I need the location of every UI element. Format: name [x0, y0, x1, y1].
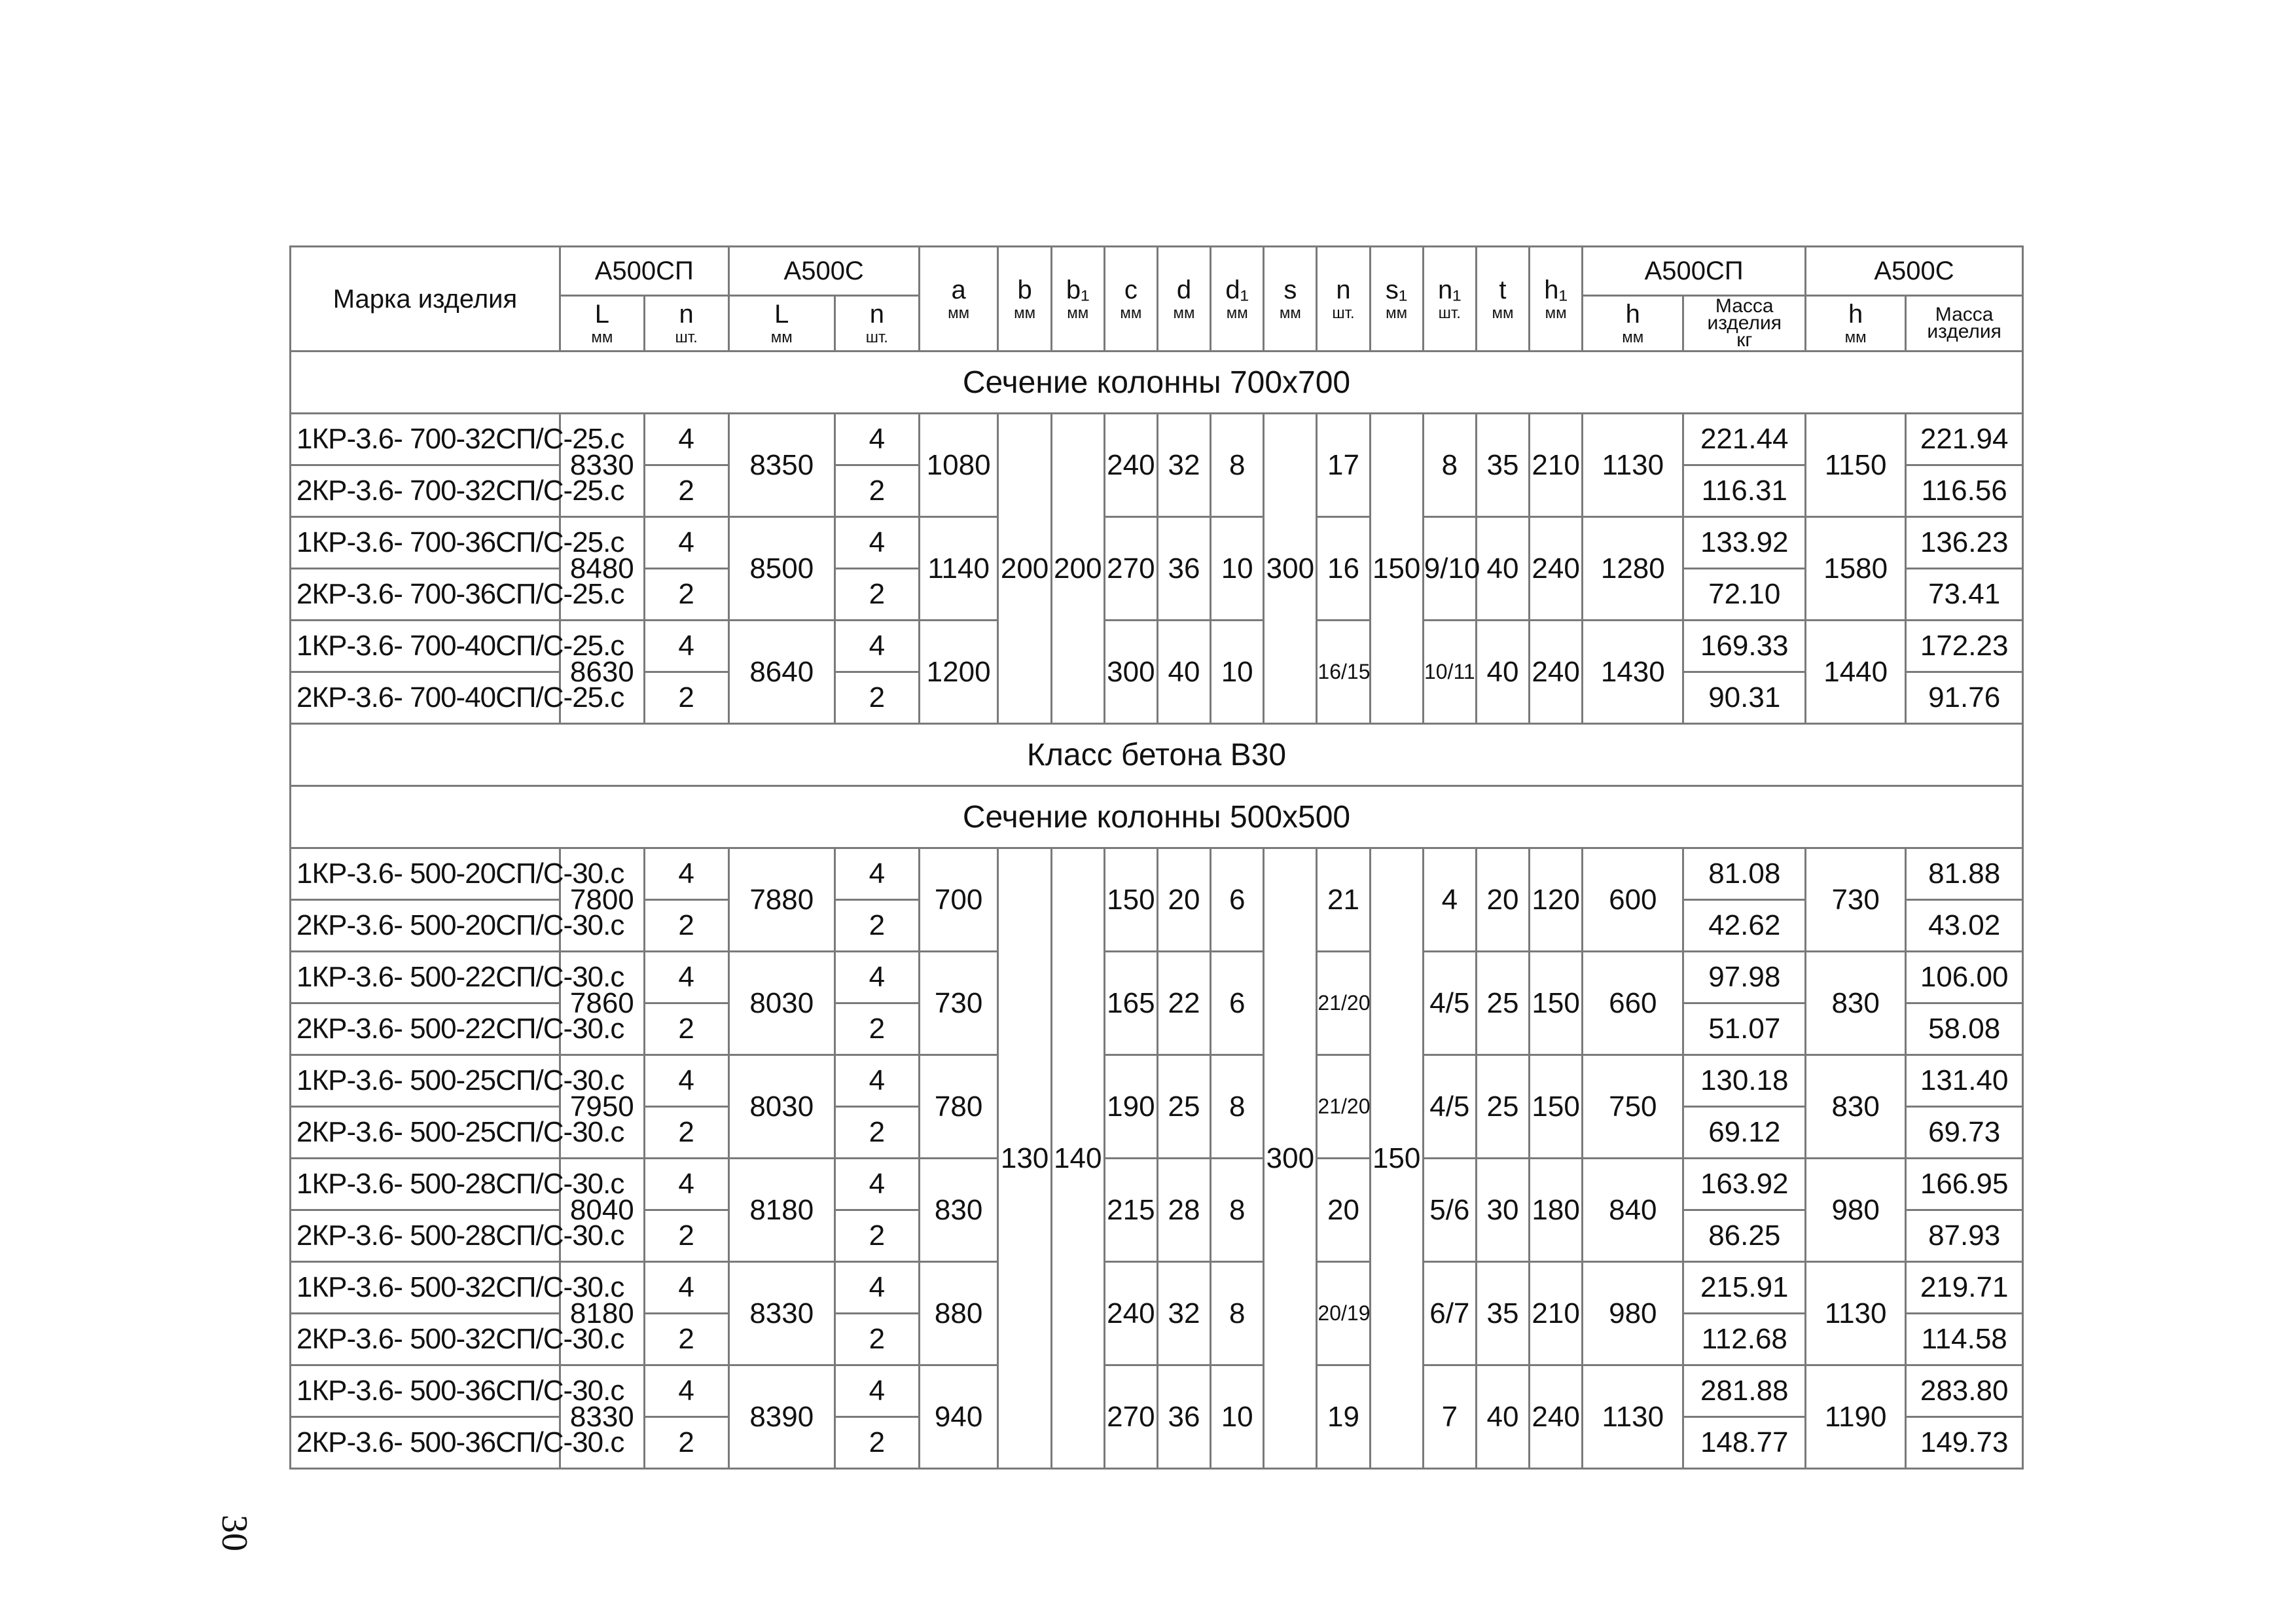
c-cell: 270 [1104, 517, 1157, 621]
n-sp-cell: 4 [644, 952, 728, 1003]
n-s-cell: 4 [834, 621, 919, 672]
b1-cell: 140 [1051, 848, 1104, 1469]
header-b: b мм [998, 247, 1051, 352]
mass-sp-cell: 112.68 [1683, 1314, 1806, 1365]
d1-cell: 6 [1211, 952, 1264, 1055]
header-d: d мм [1157, 247, 1210, 352]
L-s-cell: 8330 [728, 1262, 834, 1365]
d1-cell: 6 [1211, 848, 1264, 952]
h-sp-cell: 1130 [1583, 414, 1683, 517]
n-s-cell: 4 [834, 414, 919, 465]
h1-cell: 180 [1530, 1159, 1583, 1262]
mass-sp-cell: 221.44 [1683, 414, 1806, 465]
c-cell: 190 [1104, 1055, 1157, 1159]
n-sp-cell: 2 [644, 1417, 728, 1469]
n-s-cell: 2 [834, 569, 919, 621]
mass-s-cell: 91.76 [1906, 672, 2023, 724]
h1-cell: 240 [1530, 1365, 1583, 1469]
header-mark: Марка изделия [291, 247, 560, 352]
h-s-cell: 830 [1806, 1055, 1906, 1159]
section-500-title: Сечение колонны 500х500 [291, 786, 2023, 848]
n1-cell: 7 [1423, 1365, 1476, 1469]
h1-cell: 120 [1530, 848, 1583, 952]
mark-cell: 1КР-3.6- 500-20СП/С-30.с [291, 848, 560, 900]
header-group-a500s: А500С [728, 247, 919, 296]
mark-cell: 2КР-3.6- 700-40СП/С-25.с [291, 672, 560, 724]
n-sp-cell: 2 [644, 465, 728, 517]
d-cell: 40 [1157, 621, 1210, 724]
L-sp-cell: 8330 [560, 414, 644, 517]
mass-sp-cell: 97.98 [1683, 952, 1806, 1003]
header-group-a500sp: А500СП [560, 247, 728, 296]
mass-sp-cell: 281.88 [1683, 1365, 1806, 1417]
L-s-cell: 8030 [728, 1055, 834, 1159]
mark-cell: 2КР-3.6- 700-32СП/С-25.с [291, 465, 560, 517]
header-h-sp: h мм [1583, 296, 1683, 352]
t-cell: 25 [1476, 952, 1529, 1055]
section-500 [291, 786, 2023, 848]
L-s-cell: 8350 [728, 414, 834, 517]
h-s-cell: 830 [1806, 952, 1906, 1055]
h1-cell: 150 [1530, 952, 1583, 1055]
n-cell: 21/20 [1317, 1055, 1370, 1159]
table-row [291, 414, 2023, 465]
s1-cell: 150 [1370, 848, 1423, 1469]
n-sp-cell: 2 [644, 1210, 728, 1262]
n1-cell: 5/6 [1423, 1159, 1476, 1262]
concrete-class-title: Класс бетона В30 [291, 724, 2023, 786]
n-cell: 19 [1317, 1365, 1370, 1469]
h1-cell: 210 [1530, 1262, 1583, 1365]
n-cell: 16 [1317, 517, 1370, 621]
L-s-cell: 8500 [728, 517, 834, 621]
d-cell: 36 [1157, 517, 1210, 621]
n-sp-cell: 4 [644, 517, 728, 569]
h1-cell: 240 [1530, 517, 1583, 621]
header-n1: n₁ шт. [1423, 247, 1476, 352]
mass-sp-cell: 51.07 [1683, 1003, 1806, 1055]
mass-sp-cell: 72.10 [1683, 569, 1806, 621]
c-cell: 215 [1104, 1159, 1157, 1262]
n-sp-cell: 4 [644, 414, 728, 465]
n-s-cell: 4 [834, 952, 919, 1003]
mark-cell: 2КР-3.6- 500-25СП/С-30.с [291, 1107, 560, 1159]
d1-cell: 8 [1211, 414, 1264, 517]
table-row [291, 621, 2023, 672]
n-sp-cell: 4 [644, 1055, 728, 1107]
n-cell: 17 [1317, 414, 1370, 517]
c-cell: 165 [1104, 952, 1157, 1055]
d1-cell: 8 [1211, 1159, 1264, 1262]
b-cell: 130 [998, 848, 1051, 1469]
mass-sp-cell: 163.92 [1683, 1159, 1806, 1210]
mass-sp-cell: 133.92 [1683, 517, 1806, 569]
mass-sp-cell: 169.33 [1683, 621, 1806, 672]
h-s-cell: 1130 [1806, 1262, 1906, 1365]
header-t: t мм [1476, 247, 1529, 352]
a-cell: 880 [919, 1262, 998, 1365]
n-s-cell: 2 [834, 1314, 919, 1365]
h-sp-cell: 980 [1583, 1262, 1683, 1365]
n-cell: 20/19 [1317, 1262, 1370, 1365]
s1-cell: 150 [1370, 414, 1423, 724]
mass-sp-cell: 116.31 [1683, 465, 1806, 517]
a-cell: 1140 [919, 517, 998, 621]
header-mass-sp: Масса изделия кг [1683, 296, 1806, 352]
t-cell: 40 [1476, 1365, 1529, 1469]
d-cell: 20 [1157, 848, 1210, 952]
mark-cell: 1КР-3.6- 500-25СП/С-30.с [291, 1055, 560, 1107]
n1-cell: 4 [1423, 848, 1476, 952]
h-sp-cell: 840 [1583, 1159, 1683, 1262]
n-sp-cell: 2 [644, 900, 728, 952]
a-cell: 1080 [919, 414, 998, 517]
mark-cell: 2КР-3.6- 500-20СП/С-30.с [291, 900, 560, 952]
section-700-title: Сечение колонны 700х700 [291, 352, 2023, 414]
n-cell: 16/15 [1317, 621, 1370, 724]
mass-s-cell: 221.94 [1906, 414, 2023, 465]
n-cell: 21 [1317, 848, 1370, 952]
mass-s-cell: 219.71 [1906, 1262, 2023, 1314]
L-sp-cell: 8180 [560, 1262, 644, 1365]
mark-cell: 2КР-3.6- 500-28СП/С-30.с [291, 1210, 560, 1262]
d-cell: 32 [1157, 1262, 1210, 1365]
n-sp-cell: 4 [644, 1365, 728, 1417]
header-n-sp: n шт. [644, 296, 728, 352]
n1-cell: 10/11 [1423, 621, 1476, 724]
mass-s-cell: 81.88 [1906, 848, 2023, 900]
header-s: s мм [1264, 247, 1317, 352]
section-700 [291, 352, 2023, 414]
concrete-class [291, 724, 2023, 786]
mark-cell: 1КР-3.6- 500-32СП/С-30.с [291, 1262, 560, 1314]
L-sp-cell: 8040 [560, 1159, 644, 1262]
mass-s-cell: 73.41 [1906, 569, 2023, 621]
table-row [291, 1262, 2023, 1314]
c-cell: 150 [1104, 848, 1157, 952]
mark-cell: 2КР-3.6- 500-32СП/С-30.с [291, 1314, 560, 1365]
n-s-cell: 2 [834, 1003, 919, 1055]
d-cell: 25 [1157, 1055, 1210, 1159]
n-sp-cell: 4 [644, 1262, 728, 1314]
n1-cell: 6/7 [1423, 1262, 1476, 1365]
L-s-cell: 8640 [728, 621, 834, 724]
h1-cell: 150 [1530, 1055, 1583, 1159]
L-sp-cell: 7950 [560, 1055, 644, 1159]
L-s-cell: 8180 [728, 1159, 834, 1262]
mass-s-cell: 166.95 [1906, 1159, 2023, 1210]
mark-cell: 1КР-3.6- 500-22СП/С-30.с [291, 952, 560, 1003]
h-sp-cell: 1430 [1583, 621, 1683, 724]
h-s-cell: 1150 [1806, 414, 1906, 517]
c-cell: 270 [1104, 1365, 1157, 1469]
n-s-cell: 2 [834, 900, 919, 952]
s-cell: 300 [1264, 848, 1317, 1469]
n-sp-cell: 4 [644, 848, 728, 900]
mass-s-cell: 106.00 [1906, 952, 2023, 1003]
h-s-cell: 1190 [1806, 1365, 1906, 1469]
n-sp-cell: 4 [644, 621, 728, 672]
d-cell: 36 [1157, 1365, 1210, 1469]
n-s-cell: 4 [834, 1262, 919, 1314]
header-h1: h₁ мм [1530, 247, 1583, 352]
L-sp-cell: 7860 [560, 952, 644, 1055]
L-sp-cell: 8480 [560, 517, 644, 621]
L-sp-cell: 8630 [560, 621, 644, 724]
n-sp-cell: 2 [644, 1003, 728, 1055]
n-s-cell: 4 [834, 517, 919, 569]
t-cell: 35 [1476, 414, 1529, 517]
mass-s-cell: 114.58 [1906, 1314, 2023, 1365]
mass-sp-cell: 42.62 [1683, 900, 1806, 952]
header-L-sp: L мм [560, 296, 644, 352]
n-cell: 20 [1317, 1159, 1370, 1262]
header-L-s: L мм [728, 296, 834, 352]
a-cell: 730 [919, 952, 998, 1055]
page-number: 30 [214, 1515, 255, 1551]
mark-cell: 2КР-3.6- 700-36СП/С-25.с [291, 569, 560, 621]
d-cell: 32 [1157, 414, 1210, 517]
n-sp-cell: 2 [644, 569, 728, 621]
n-sp-cell: 4 [644, 1159, 728, 1210]
header-s1: s₁ мм [1370, 247, 1423, 352]
n-s-cell: 4 [834, 1159, 919, 1210]
mass-s-cell: 136.23 [1906, 517, 2023, 569]
mass-sp-cell: 90.31 [1683, 672, 1806, 724]
mass-s-cell: 131.40 [1906, 1055, 2023, 1107]
L-s-cell: 7880 [728, 848, 834, 952]
t-cell: 30 [1476, 1159, 1529, 1262]
t-cell: 20 [1476, 848, 1529, 952]
n-s-cell: 2 [834, 672, 919, 724]
L-sp-cell: 8330 [560, 1365, 644, 1469]
header-group-a500sp-2: А500СП [1583, 247, 1806, 296]
a-cell: 780 [919, 1055, 998, 1159]
L-s-cell: 8030 [728, 952, 834, 1055]
d1-cell: 10 [1211, 1365, 1264, 1469]
mark-cell: 2КР-3.6- 500-22СП/С-30.с [291, 1003, 560, 1055]
mark-cell: 1КР-3.6- 700-32СП/С-25.с [291, 414, 560, 465]
n1-cell: 4/5 [1423, 952, 1476, 1055]
mass-s-cell: 58.08 [1906, 1003, 2023, 1055]
header-mass-s: Масса изделия [1906, 296, 2023, 352]
mark-cell: 1КР-3.6- 500-36СП/С-30.с [291, 1365, 560, 1417]
n-s-cell: 4 [834, 1365, 919, 1417]
a-cell: 940 [919, 1365, 998, 1469]
n-s-cell: 2 [834, 1417, 919, 1469]
mass-s-cell: 43.02 [1906, 900, 2023, 952]
h-sp-cell: 660 [1583, 952, 1683, 1055]
n-cell: 21/20 [1317, 952, 1370, 1055]
table-row [291, 1055, 2023, 1107]
a-cell: 700 [919, 848, 998, 952]
c-cell: 240 [1104, 1262, 1157, 1365]
mass-sp-cell: 69.12 [1683, 1107, 1806, 1159]
t-cell: 40 [1476, 621, 1529, 724]
header-h-s: h мм [1806, 296, 1906, 352]
n-sp-cell: 2 [644, 1107, 728, 1159]
mark-cell: 1КР-3.6- 700-36СП/С-25.с [291, 517, 560, 569]
n-s-cell: 2 [834, 1107, 919, 1159]
table-row [291, 1159, 2023, 1210]
h-s-cell: 1440 [1806, 621, 1906, 724]
mass-sp-cell: 81.08 [1683, 848, 1806, 900]
n1-cell: 8 [1423, 414, 1476, 517]
h-s-cell: 1580 [1806, 517, 1906, 621]
table-row [291, 952, 2023, 1003]
header-d1: d₁ мм [1211, 247, 1264, 352]
h-sp-cell: 750 [1583, 1055, 1683, 1159]
mass-s-cell: 116.56 [1906, 465, 2023, 517]
t-cell: 25 [1476, 1055, 1529, 1159]
header-b1: b₁ мм [1051, 247, 1104, 352]
header-group-a500s-2: А500С [1806, 247, 2023, 296]
d1-cell: 10 [1211, 621, 1264, 724]
b-cell: 200 [998, 414, 1051, 724]
n-s-cell: 4 [834, 848, 919, 900]
t-cell: 40 [1476, 517, 1529, 621]
mass-sp-cell: 148.77 [1683, 1417, 1806, 1469]
header-n: n шт. [1317, 247, 1370, 352]
mass-s-cell: 149.73 [1906, 1417, 2023, 1469]
reinforcement-table [289, 245, 2024, 1470]
mass-s-cell: 69.73 [1906, 1107, 2023, 1159]
table-row [291, 1365, 2023, 1417]
h-s-cell: 730 [1806, 848, 1906, 952]
mass-sp-cell: 86.25 [1683, 1210, 1806, 1262]
header-a: a мм [919, 247, 998, 352]
c-cell: 300 [1104, 621, 1157, 724]
h1-cell: 240 [1530, 621, 1583, 724]
n1-cell: 9/10 [1423, 517, 1476, 621]
a-cell: 1200 [919, 621, 998, 724]
h-sp-cell: 1130 [1583, 1365, 1683, 1469]
mass-s-cell: 283.80 [1906, 1365, 2023, 1417]
h-sp-cell: 1280 [1583, 517, 1683, 621]
d1-cell: 8 [1211, 1055, 1264, 1159]
d1-cell: 8 [1211, 1262, 1264, 1365]
c-cell: 240 [1104, 414, 1157, 517]
n-sp-cell: 2 [644, 1314, 728, 1365]
s-cell: 300 [1264, 414, 1317, 724]
d-cell: 22 [1157, 952, 1210, 1055]
h-s-cell: 980 [1806, 1159, 1906, 1262]
mark-cell: 2КР-3.6- 500-36СП/С-30.с [291, 1417, 560, 1469]
a-cell: 830 [919, 1159, 998, 1262]
n-s-cell: 4 [834, 1055, 919, 1107]
L-s-cell: 8390 [728, 1365, 834, 1469]
n1-cell: 4/5 [1423, 1055, 1476, 1159]
header-c: c мм [1104, 247, 1157, 352]
mass-sp-cell: 130.18 [1683, 1055, 1806, 1107]
mark-cell: 1КР-3.6- 500-28СП/С-30.с [291, 1159, 560, 1210]
mass-s-cell: 87.93 [1906, 1210, 2023, 1262]
table-row [291, 848, 2023, 900]
d-cell: 28 [1157, 1159, 1210, 1262]
n-s-cell: 2 [834, 465, 919, 517]
n-sp-cell: 2 [644, 672, 728, 724]
h1-cell: 210 [1530, 414, 1583, 517]
b1-cell: 200 [1051, 414, 1104, 724]
mass-sp-cell: 215.91 [1683, 1262, 1806, 1314]
n-s-cell: 2 [834, 1210, 919, 1262]
h-sp-cell: 600 [1583, 848, 1683, 952]
table-row [291, 517, 2023, 569]
mass-s-cell: 172.23 [1906, 621, 2023, 672]
t-cell: 35 [1476, 1262, 1529, 1365]
mark-cell: 1КР-3.6- 700-40СП/С-25.с [291, 621, 560, 672]
L-sp-cell: 7800 [560, 848, 644, 952]
d1-cell: 10 [1211, 517, 1264, 621]
header-n-s: n шт. [834, 296, 919, 352]
